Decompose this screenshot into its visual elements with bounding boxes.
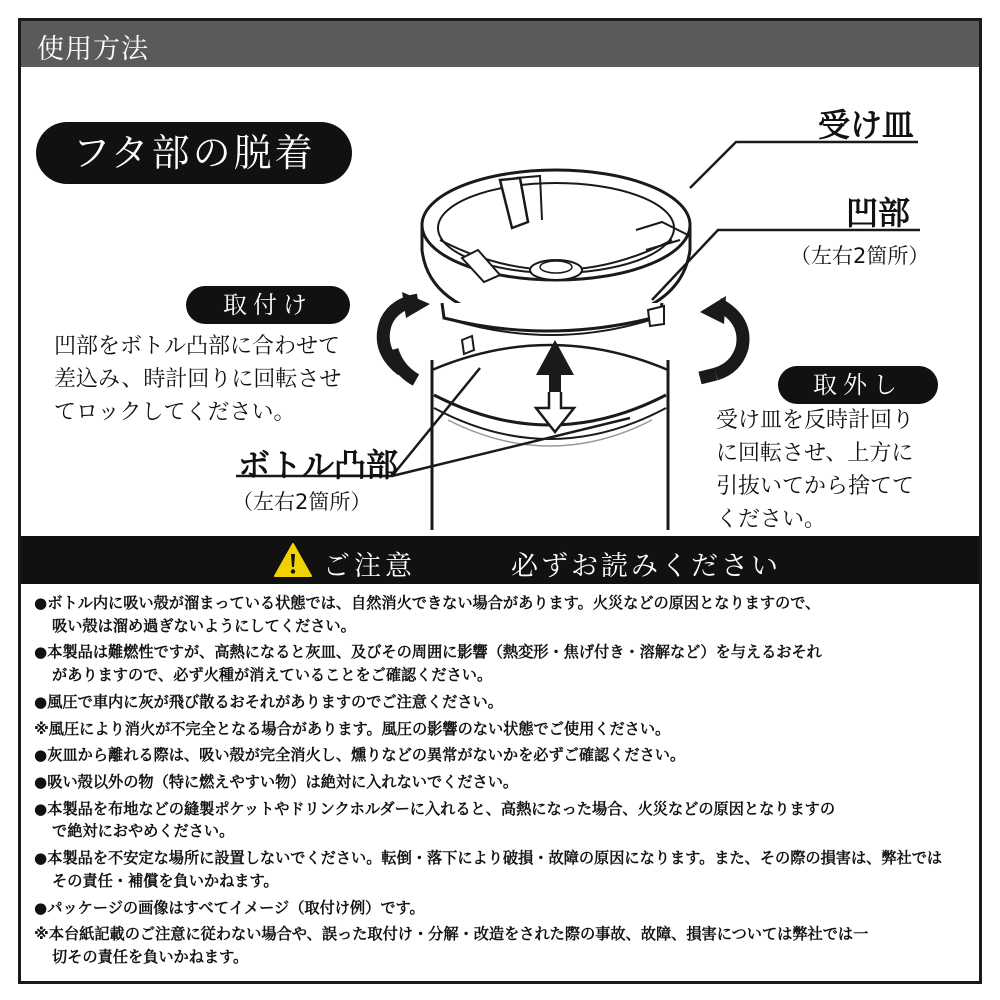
tray-lid bbox=[422, 170, 690, 335]
section-title-pill: フタ部の脱着 bbox=[36, 122, 352, 184]
remove-line: に回転させ、上方に bbox=[716, 441, 914, 466]
attach-line: てロックしてください。 bbox=[54, 400, 296, 425]
note-line: ●ボトル内に吸い殻が溜まっている状態では、自然消火できない場合があります。火災などの原因となりますので、 bbox=[34, 594, 821, 612]
remove-line: ください。 bbox=[716, 507, 827, 532]
attach-instructions bbox=[54, 330, 341, 429]
bottle-protrusion-sublabel: （左右2箇所） bbox=[232, 490, 372, 514]
note-line: で絶対におやめください。 bbox=[52, 822, 235, 841]
note-line: がありますので、必ず火種が消えていることをご確認ください。 bbox=[52, 665, 493, 684]
note-item bbox=[34, 641, 974, 686]
caution-title: ご注意 bbox=[323, 551, 416, 582]
note-item bbox=[34, 691, 974, 714]
note-item bbox=[34, 718, 974, 741]
remove-title-pill: 取外し bbox=[778, 366, 938, 404]
attach-line: 差込み、時計回りに回転させ bbox=[54, 367, 342, 392]
note-item bbox=[34, 744, 974, 767]
recess-label: 凹部 bbox=[846, 194, 911, 232]
note-line: ●パッケージの画像はすべてイメージ（取付け例）です。 bbox=[34, 898, 425, 917]
note-item bbox=[34, 592, 974, 637]
note-line: その責任・補償を負いかねます。 bbox=[52, 871, 279, 890]
bottle-protrusion-label: ボトル凸部 bbox=[238, 446, 399, 484]
note-item bbox=[34, 923, 974, 968]
attach-title-pill: 取付け bbox=[186, 286, 350, 324]
note-item bbox=[34, 847, 974, 892]
note-item bbox=[34, 897, 974, 920]
remove-line: 受け皿を反時計回り bbox=[716, 408, 915, 433]
note-line: ※風圧により消火が不完全となる場合があります。風圧の影響のない状態でご使用ください。 bbox=[34, 719, 671, 738]
note-line: ●灰皿から離れる際は、吸い殻が完全消火し、燻りなどの異常がないかを必ずご確認ください。 bbox=[34, 746, 686, 765]
note-line: 吸い殻は溜め過ぎないようにしてください。 bbox=[52, 616, 356, 635]
counterclockwise-arrow-icon bbox=[700, 296, 743, 378]
note-line: ●本製品を布地などの縫製ポケットやドリンクホルダーに入れると、高熱になった場合、火災などの原因となりますの bbox=[34, 799, 836, 818]
remove-instructions bbox=[716, 404, 914, 536]
up-down-arrow-icon bbox=[536, 340, 574, 432]
header-title: 使用方法 bbox=[37, 34, 149, 65]
caution-notes bbox=[34, 592, 974, 973]
clockwise-arrow-icon bbox=[383, 292, 430, 380]
attach-line: 凹部をボトル凸部に合わせて bbox=[54, 334, 341, 359]
note-line: ●風圧で車内に灰が飛び散るおそれがありますのでご注意ください。 bbox=[34, 692, 503, 711]
tray-label: 受け皿 bbox=[818, 106, 915, 144]
caution-bar bbox=[21, 536, 979, 584]
note-line: ※本台紙記載のご注意に従わない場合や、誤った取付け・分解・改造をされた際の事故、故障、損害については弊社では一 bbox=[34, 925, 869, 944]
note-item bbox=[34, 771, 974, 794]
warning-triangle-icon bbox=[273, 542, 313, 578]
note-line: 切その責任を負いかねます。 bbox=[52, 948, 249, 966]
note-line: ●本製品は難燃性ですが、高熱になると灰皿、及びその周囲に影響（熱変形・焦げ付き・溶解など）を与えるおそれ bbox=[34, 643, 822, 662]
remove-line: 引抜いてから捨てて bbox=[716, 474, 915, 499]
note-line: ●吸い殻以外の物（特に燃えやすい物）は絶対に入れないでください。 bbox=[34, 773, 519, 792]
note-line: ●本製品を不安定な場所に設置しないでください。転倒・落下により破損・故障の原因になります。また、その際の損害は、弊社では bbox=[34, 849, 943, 868]
note-item bbox=[34, 798, 974, 843]
caution-subtitle: 必ずお読みください bbox=[511, 551, 781, 582]
recess-sublabel: （左右2箇所） bbox=[790, 244, 930, 268]
